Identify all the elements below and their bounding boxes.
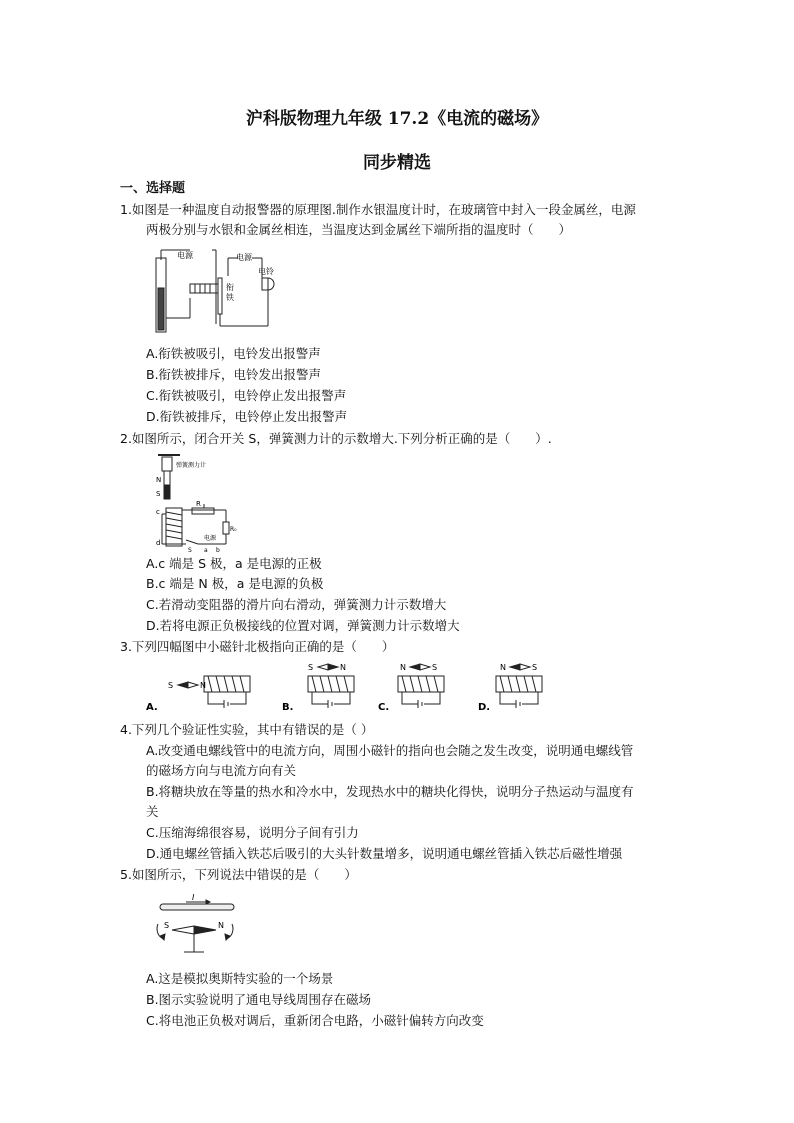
q2-option-b: B.c 端是 N 极，a 是电源的负极 (146, 576, 324, 591)
q3-label-d: D. (478, 702, 491, 713)
q2-fig-label-switch: S (188, 547, 192, 552)
q4-option-b-line-1: B.将糖块放在等量的热水和冷水中，发现热水中的糖块化得快，说明分子热运动与温度有 (146, 784, 634, 799)
q1-option-a: A.衔铁被吸引，电铃发出报警声 (146, 346, 321, 361)
q5-fig-label-s: S (164, 921, 170, 930)
q2-fig-label-s: S (156, 490, 161, 498)
q3-label-c: C. (378, 702, 390, 713)
q5-fig-label-n: N (218, 921, 224, 930)
q5-figure-oersted (150, 892, 245, 962)
q3-label-b: B. (282, 702, 294, 713)
q2-option-a: A.c 端是 S 极，a 是电源的正极 (146, 556, 322, 571)
q3-b-pole-s: S (308, 663, 314, 672)
q1-option-b: B.衔铁被排斥，电铃发出报警声 (146, 367, 322, 382)
q1-fig-label-power-1: 电源 (177, 251, 193, 260)
q4-stem: 4.下列几个验证性实验，其中有错误的是（ ） (120, 722, 374, 737)
q1-option-c: C.衔铁被吸引，电铃停止发出报警声 (146, 388, 347, 403)
q5-option-a: A.这是模拟奥斯特实验的一个场景 (146, 971, 334, 986)
q1-fig-label-power-2: 电源 (236, 253, 252, 262)
q1-fig-label-bell: 电铃 (258, 267, 274, 276)
q3-d-pole-n: N (500, 663, 506, 672)
q2-fig-label-c: c (156, 508, 160, 516)
q3-figure-solenoids (142, 660, 562, 714)
q4-option-d: D.通电螺丝管插入铁芯后吸引的大头针数量增多，说明通电螺丝管插入铁芯后磁性增强 (146, 846, 623, 861)
q2-fig-label-r0: R₀ (230, 526, 237, 533)
q5-option-b: B.图示实验说明了通电导线周围存在磁场 (146, 992, 372, 1007)
q2-fig-label-r: R (196, 500, 201, 508)
q4-option-c: C.压缩海绵很容易，说明分子间有引力 (146, 825, 359, 840)
q2-fig-label-b: b (216, 547, 220, 552)
q2-figure-spring-scale-circuit (150, 452, 240, 552)
q3-c-pole-n: N (400, 663, 406, 672)
q4-option-a-line-1: A.改变通电螺线管中的电流方向，周围小磁针的指向也会随之发生改变，说明通电螺线管 (146, 743, 634, 758)
q1-figure-alarm-circuit (150, 248, 275, 336)
q1-option-d: D.衔铁被排斥，电铃停止发出报警声 (146, 409, 348, 424)
q1-stem-line-1: 1.如图是一种温度自动报警器的原理图.制作水银温度计时，在玻璃管中封入一段金属丝，电源 (120, 202, 636, 217)
q2-option-c: C.若滑动变阻器的滑片向右滑动，弹簧测力计示数增大 (146, 597, 447, 612)
q1-fig-label-armature-2: 铁 (226, 293, 234, 302)
q3-b-pole-n: N (340, 663, 346, 672)
page-subtitle: 同步精选 (363, 153, 431, 173)
q5-stem: 5.如图所示，下列说法中错误的是（ ） (120, 867, 357, 882)
q2-fig-label-d: d (156, 539, 161, 547)
q2-fig-label-power: 电源 (204, 535, 217, 542)
section-heading: 一、选择题 (120, 181, 186, 196)
q2-option-d: D.若将电源正负极接线的位置对调，弹簧测力计示数增大 (146, 618, 460, 633)
q2-fig-label-spring-scale: 弹簧测力计 (176, 462, 207, 469)
q2-fig-label-n: N (156, 476, 162, 484)
q2-stem: 2.如图所示，闭合开关 S，弹簧测力计的示数增大.下列分析正确的是（ ）. (120, 431, 552, 446)
q2-fig-label-a: a (204, 547, 208, 552)
q4-option-a-line-2: 的磁场方向与电流方向有关 (146, 763, 297, 778)
q4-option-b-line-2: 关 (146, 804, 159, 819)
q5-option-c: C.将电池正负极对调后，重新闭合电路，小磁针偏转方向改变 (146, 1013, 484, 1028)
q3-label-a: A. (146, 702, 158, 713)
q1-fig-label-armature-1: 衔 (226, 283, 234, 292)
q1-stem-line-2: 两极分别与水银和金属丝相连，当温度达到金属丝下端所指的温度时（ ） (146, 222, 572, 237)
q3-c-pole-s: S (432, 663, 438, 672)
page-title: 沪科版物理九年级 17.2《电流的磁场》 (245, 109, 549, 129)
q3-d-pole-s: S (532, 663, 538, 672)
q5-fig-label-current: I (192, 893, 195, 902)
q3-a-pole-s: S (168, 681, 174, 690)
q3-stem: 3.下列四幅图中小磁针北极指向正确的是（ ） (120, 639, 395, 654)
q3-a-pole-n: N (200, 681, 206, 690)
